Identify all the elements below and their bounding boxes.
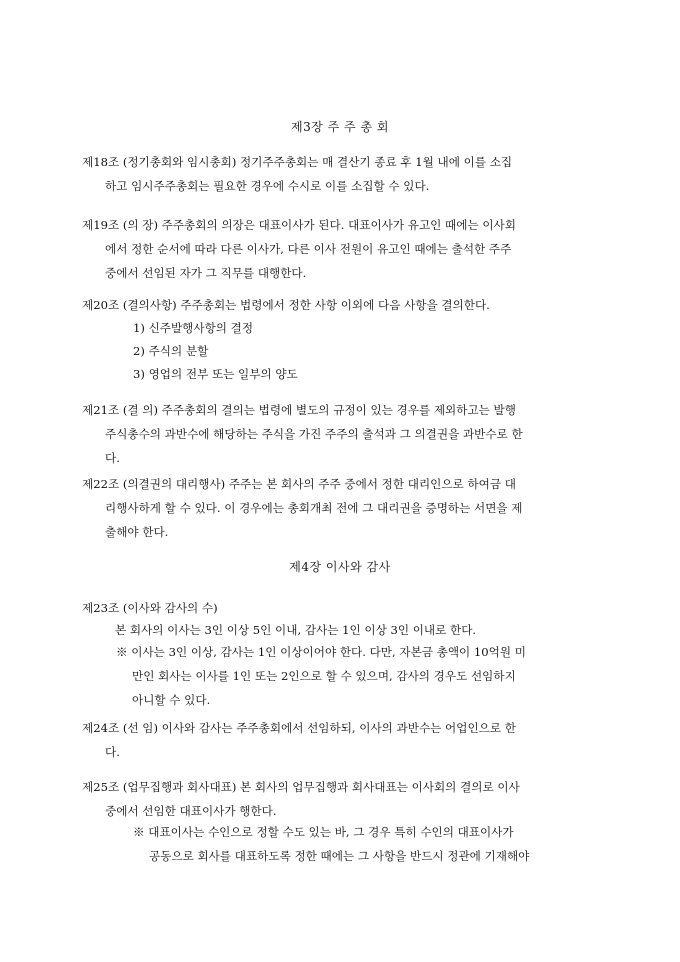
article-20-item-2: 2) 주식의 분할 <box>133 344 209 358</box>
article-25-note-line-1: ※ 대표이사는 수인으로 정할 수도 있는 바, 그 경우 특히 수인의 대표이사가 <box>133 825 514 839</box>
article-19-line-2: 에서 정한 순서에 따라 다른 이사가, 다른 이사 전원이 유고인 때에는 출석한 주주 <box>105 242 512 256</box>
article-19 <box>82 213 600 285</box>
article-23-line-2: 본 회사의 이사는 3인 이상 5인 이내, 감사는 1인 이상 3인 이내로 한다. <box>115 623 477 637</box>
article-21-line-1: 제21조 (결 의) 주주총회의 결의는 법령에 별도의 규정이 있는 경우를 제외하고는 발행 <box>82 403 516 417</box>
article-24-line-1: 제24조 (선 임) 이사와 감사는 주주총회에서 선임하되, 이사의 과반수는 어업인으로 한 <box>82 721 516 735</box>
article-22-line-3: 출해야 한다. <box>105 525 169 539</box>
article-20-line-1: 제20조 (결의사항) 주주총회는 법령에서 정한 사항 이외에 다음 사항을 결의한다. <box>82 298 490 312</box>
article-24-line-2: 다. <box>105 745 120 759</box>
chapter-4-heading: 제4장 이사와 감사 <box>289 560 391 574</box>
article-25-line-1: 제25조 (업무집행과 회사대표) 본 회사의 업무집행과 회사대표는 이사회의 결의로 이사 <box>82 780 520 794</box>
article-25-line-2: 중에서 선임한 대표이사가 행한다. <box>105 804 277 818</box>
article-20-item-3: 3) 영업의 전부 또는 일부의 양도 <box>133 367 298 381</box>
article-23-body <box>115 618 476 642</box>
article-23-note-line-3: 아니할 수 있다. <box>132 693 211 707</box>
article-19-line-1: 제19조 (의 장) 주주총회의 의장은 대표이사가 된다. 대표이사가 유고인 때에는 이사회 <box>82 218 516 232</box>
article-22 <box>82 472 600 544</box>
article-23-note-line-2: 만인 회사는 이사를 1인 또는 2인으로 할 수 있으며, 감사의 경우도 선임하지 <box>132 669 516 683</box>
article-18-line-1: 제18조 (정기총회와 임시총회) 정기주주총회는 매 결산기 종료 후 1월 내에 이를 소집 <box>82 155 513 169</box>
article-22-line-2: 리행사하게 할 수 있다. 이 경우에는 총회개최 전에 그 대리권을 증명하는 서면을 제 <box>105 501 523 515</box>
article-25-note <box>133 820 529 868</box>
article-21-line-3: 다. <box>105 451 120 465</box>
article-25-note-line-2: 공동으로 회사를 대표하도록 정한 때에는 그 사항을 반드시 정관에 기재해야 <box>149 849 530 863</box>
article-18 <box>82 150 600 198</box>
article-21-line-2: 주식총수의 과반수에 해당하는 주식을 가진 주주의 출석과 그 의결권을 과반수로 한 <box>105 427 523 441</box>
article-19-line-3: 중에서 선임된 자가 그 직무를 대행한다. <box>105 266 307 280</box>
article-25 <box>82 775 600 823</box>
article-24 <box>82 716 600 764</box>
article-23-note <box>116 640 526 712</box>
article-23 <box>82 596 600 620</box>
article-20 <box>82 293 600 317</box>
article-22-line-1: 제22조 (의결권의 대리행사) 주주는 본 회사의 주주 중에서 정한 대리인으로 하여금 대 <box>82 477 516 491</box>
article-21 <box>82 398 600 470</box>
article-23-line-1: 제23조 (이사와 감사의 수) <box>82 601 218 615</box>
chapter-3-heading: 제3장 주 주 총 회 <box>291 120 389 134</box>
article-18-line-2: 하고 임시주주총회는 필요한 경우에 수시로 이를 소집할 수 있다. <box>105 179 430 193</box>
article-20-item-1: 1) 신주발행사항의 결정 <box>133 321 254 335</box>
article-23-note-line-1: ※ 이사는 3인 이상, 감사는 1인 이상이어야 한다. 다만, 자본금 총액이 10억원 미 <box>116 645 526 659</box>
